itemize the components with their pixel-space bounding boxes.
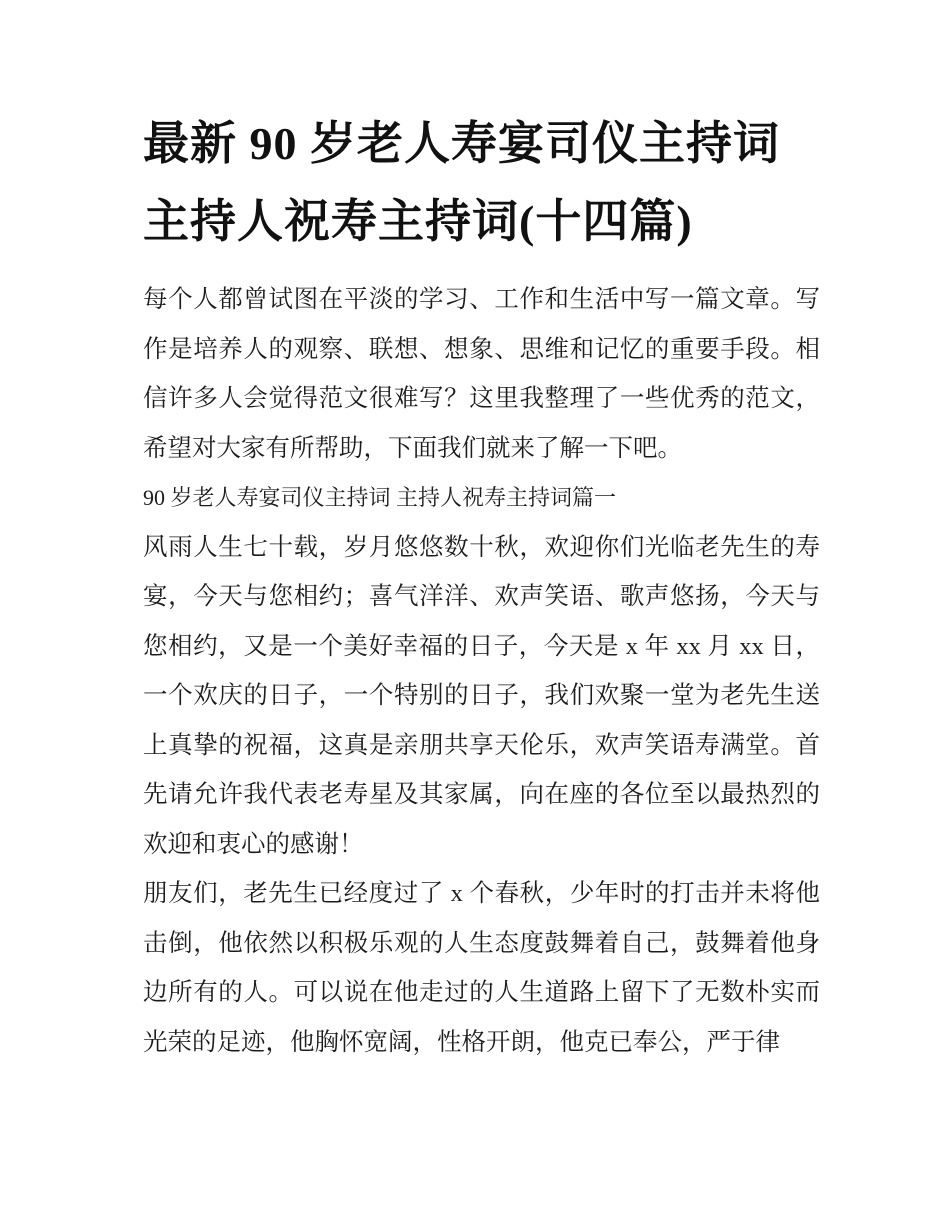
intro-paragraph: 每个人都曾试图在平淡的学习、工作和生活中写一篇文章。写作是培养人的观察、联想、想象、思维和记忆的重要手段。相信许多人会觉得范文很难写？这里我整理了一些优秀的范文，希望对大家有所帮助，下面我们就来了解一下吧。 (143, 286, 820, 462)
speech-paragraph-life-story: 朋友们，老先生已经度过了 x 个春秋，少年时的打击并未将他击倒，他依然以积极乐观的人生态度鼓舞着自己，鼓舞着他身边所有的人。可以说在他走过的人生道路上留下了无数朴实而光荣的足迹，他胸怀宽阔，性格开朗，他克已奉公，严于律 (143, 880, 820, 1056)
document-title-line-2: 主持人祝寿主持词(十四篇) (143, 196, 693, 247)
document-title (143, 105, 820, 261)
document-title-line-1: 最新 90 岁老人寿宴司仪主持词 (143, 118, 780, 169)
speech-paragraph-welcome: 风雨人生七十载，岁月悠悠数十秋，欢迎你们光临老先生的寿宴，今天与您相约；喜气洋洋、欢声笑语、歌声悠扬，今天与您相约，又是一个美好幸福的日子，今天是 x 年 xx 月 xx 日，一个欢庆的日子，一个特别的日子，我们欢聚一堂为老先生送上真挚的祝福，这真是亲朋共享天伦乐，欢声笑语寿满堂。首先请允许我代表老寿星及其家属，向在座的各位至以最热烈的欢迎和衷心的感谢！ (143, 533, 820, 858)
section-heading-part-one: 90 岁老人寿宴司仪主持词 主持人祝寿主持词篇一 (143, 485, 617, 510)
